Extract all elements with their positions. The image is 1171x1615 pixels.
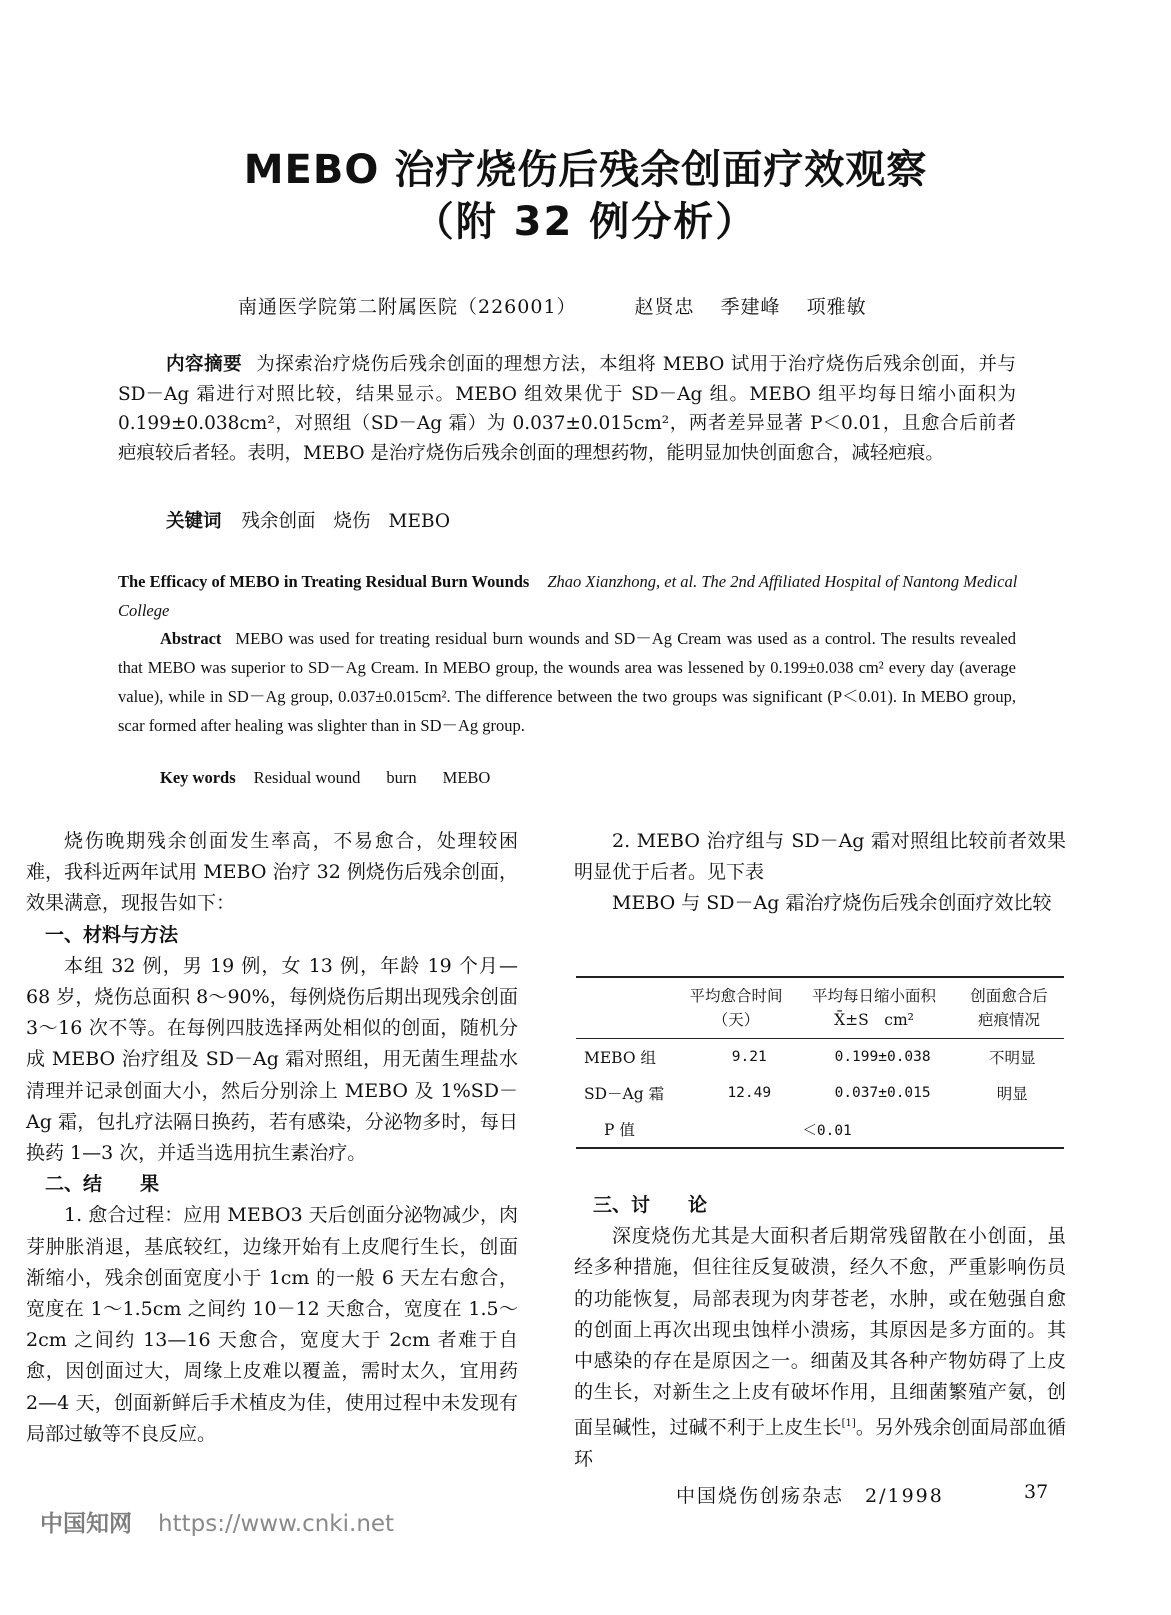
watermark — [40, 1505, 394, 1538]
english-authors: Zhao Xianzhong, et al. The 2nd Affiliated Hospital of Nantong Medical College — [118, 572, 1018, 620]
body-left-column — [26, 826, 518, 1450]
section-2-heading: 二、结 果 — [45, 1173, 160, 1196]
table-row-label: MEBO 组 — [584, 1049, 656, 1067]
title-line-1: MEBO 治疗烧伤后残余创面疗效观察 — [243, 147, 928, 193]
table-header-scar: 创面愈合后 疤痕情况 — [970, 987, 1048, 1029]
affiliation-line — [238, 292, 867, 319]
journal-footer: 中国烧伤创疡杂志 2/1998 — [676, 1485, 944, 1507]
table-cell-area: 0.037±0.015 — [834, 1085, 931, 1101]
affiliation: 南通医学院第二附属医院（226001） — [238, 296, 577, 318]
english-title-block — [118, 567, 1018, 625]
abstract-en — [118, 624, 1016, 740]
table-cell-empty — [960, 1111, 1064, 1147]
table-p-label: P 值 — [604, 1121, 635, 1139]
section-3 — [574, 1190, 1066, 1475]
results-paragraph-2: 2. MEBO 治疗组与 SD－Ag 霜对照组比较前者效果明显优于后者。见下表 — [574, 830, 1066, 884]
abstract-cn-label: 内容摘要 — [166, 354, 243, 375]
keywords-cn-label: 关键词 — [166, 511, 222, 532]
section-3-heading: 三、讨 论 — [593, 1194, 708, 1216]
author-1: 赵贤忠 — [634, 296, 695, 318]
title-line-2: （附 32 例分析） — [413, 199, 758, 245]
table-cell-scar: 明显 — [996, 1085, 1028, 1103]
results-table — [576, 976, 1064, 1149]
table-header-area: 平均每日缩小面积 X̄±S cm² — [811, 987, 936, 1029]
table-header-blank — [576, 978, 678, 1038]
intro-paragraph: 烧伤晚期残余创面发生率高，不易愈合，处理较困难，我科近两年试用 MEBO 治疗 32 例烧伤后残余创面，效果满意，现报告如下： — [26, 830, 518, 915]
table-header-row — [576, 978, 1064, 1038]
section-1-heading: 一、材料与方法 — [45, 923, 179, 946]
table-p-value: ＜0.01 — [802, 1122, 852, 1139]
keywords-en-label: Key words — [160, 768, 236, 787]
watermark-url: https://www.cnki.net — [158, 1511, 395, 1537]
table-cell-area: 0.199±0.038 — [834, 1049, 931, 1065]
keyword-en-1: Residual wound — [253, 768, 361, 787]
author-2: 季建峰 — [720, 296, 781, 318]
table-cell-scar: 不明显 — [988, 1049, 1036, 1067]
page-number: 37 — [1024, 1481, 1049, 1503]
table-cell-days: 12.49 — [727, 1085, 772, 1101]
table-cell-days: 9.21 — [731, 1049, 767, 1065]
section-2-text: 1. 愈合过程：应用 MEBO3 天后创面分泌物减少，肉芽肿胀消退，基底较红，边缘开始有上皮爬行生长，创面渐缩小，残余创面宽度小于 1cm 的一般 6 天左右愈合，宽度在 1～1.5cm 之间约 10－12 天愈合，宽度在 1.5～2cm 之间约 13—16 天愈合，宽度大于 2cm 者难于自愈，因创面过大，周缘上皮难以覆盖，需时太久，宜用药 2—4 天，创面新鲜后手术植皮为佳，使用过程中未发现有局部过敏等不良反应。 — [26, 1204, 518, 1445]
english-title: The Efficacy of MEBO in Treating Residual Burn Wounds — [118, 572, 530, 591]
table-row — [576, 1039, 1064, 1075]
abstract-cn-text: 为探索治疗烧伤后残余创面的理想方法，本组将 MEBO 试用于治疗烧伤后残余创面，并与 SD－Ag 霜进行对照比较，结果显示。MEBO 组效果优于 SD－Ag 组。MEBO 组平均每日缩小面积为 0.199±0.038cm²，对照组（SD－Ag 霜）为 0.037±0.015cm²，两者差异显著 P＜0.01，且愈合后前者疤痕较后者轻。表明，MEBO 是治疗烧伤后残余创面的理想药物，能明显加快创面愈合，减轻疤痕。 — [118, 354, 1016, 464]
abstract-en-text: MEBO was used for treating residual burn wounds and SD－Ag Cream was used as a control. The results revealed that MEBO was superior to SD－Ag Cream. In MEBO group, the wounds area was lessened by 0.199±0.038 cm² every day (average value), while in SD－Ag group, 0.037±0.015cm². The difference between the two groups was significant (P＜0.01). In MEBO group, scar formed after healing was slighter than in SD－Ag group. — [118, 629, 1016, 735]
watermark-name: 中国知网 — [40, 1511, 132, 1537]
abstract-cn — [118, 350, 1016, 468]
keyword-en-3: MEBO — [442, 768, 491, 787]
keyword-en-2: burn — [386, 768, 417, 787]
table-row-p-value — [576, 1111, 1064, 1147]
keywords-cn — [166, 507, 468, 533]
section-3-text: 深度烧伤尤其是大面积者后期常残留散在小创面，虽经多种措施，但往往反复破溃，经久不愈，严重影响伤员的功能恢复，局部表现为肉芽苍老，水肿，或在勉强自愈的创面上再次出现虫蚀样小溃疡，其原因是多方面的。其中感染的存在是原因之一。细菌及其各种产物妨碍了上皮的生长，对新生之上皮有破坏作用，且细菌繁殖产氨，创面呈碱性，过碱不利于上皮生长[1]。另外残余创面局部血循环 — [574, 1225, 1066, 1470]
keyword-cn-1: 残余创面 — [241, 511, 316, 532]
table-caption: MEBO 与 SD－Ag 霜治疗烧伤后残余创面疗效比较 — [612, 892, 1052, 915]
citation-ref: [1] — [841, 1418, 856, 1430]
table-bottom-rule — [576, 1147, 1064, 1149]
author-3: 项雅敏 — [806, 296, 867, 318]
abstract-en-label: Abstract — [160, 629, 222, 648]
keyword-cn-3: MEBO — [388, 511, 451, 532]
keyword-cn-2: 烧伤 — [333, 511, 371, 532]
keywords-en — [160, 768, 516, 788]
table-header-days: 平均愈合时间 （天） — [689, 987, 783, 1029]
section-1-text: 本组 32 例，男 19 例，女 13 例，年龄 19 个月—68 岁，烧伤总面积 8～90%，每例烧伤后期出现残余创面 3～16 次不等。在每例四肢选择两处相似的创面，随机分成 MEBO 治疗组及 SD－Ag 霜对照组，用无菌生理盐水清理并记录创面大小，然后分别涂上 MEBO 及 1%SD－Ag 霜，包扎疗法隔日换药，若有感染，分泌物多时，每日换药 1—3 次，并适当选用抗生素治疗。 — [26, 954, 518, 1165]
body-right-column — [574, 826, 1066, 920]
table-row — [576, 1075, 1064, 1111]
table-row-label: SD－Ag 霜 — [584, 1085, 665, 1103]
